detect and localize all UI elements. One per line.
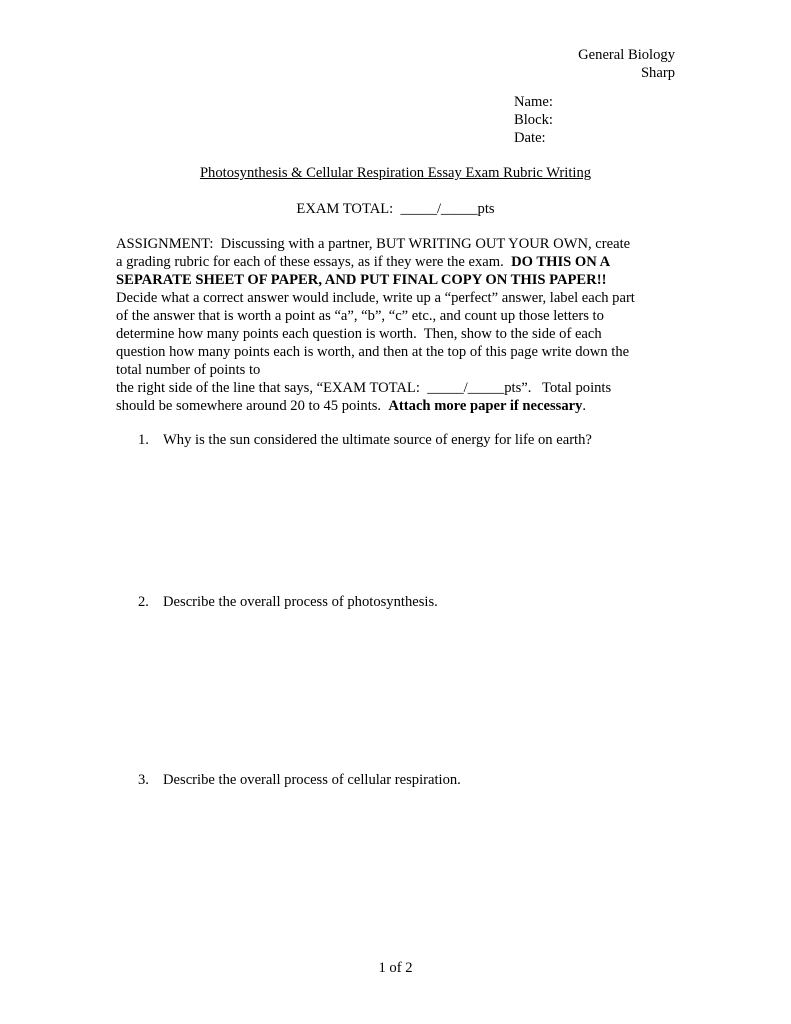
teacher-name: Sharp [640, 65, 675, 81]
exam-total-text: EXAM TOTAL: _____/_____pts [296, 201, 495, 217]
assignment-text: a grading rubric for each of these essays, as if they were the exam. [116, 254, 512, 270]
assignment-emphasis: Attach more paper if necessary [388, 398, 583, 414]
assignment-line: ASSIGNMENT: Discussing with a partner, BUT WRITING OUT YOUR OWN, create [116, 236, 631, 252]
assignment-instructions [116, 235, 676, 415]
question-item [138, 593, 678, 611]
exam-total-line [0, 200, 791, 218]
assignment-line: determine how many points each question is worth. Then, show to the side of each [116, 326, 602, 342]
question-item [138, 771, 678, 789]
page-number: 1 of 2 [378, 960, 413, 976]
assignment-text: should be somewhere around 20 to 45 points. [116, 398, 389, 414]
question-number: 2. [138, 594, 149, 610]
assignment-line [116, 271, 676, 289]
course-name: General Biology [578, 47, 675, 63]
document-title: Photosynthesis & Cellular Respiration Essay Exam Rubric Writing [199, 165, 592, 181]
question-text: Describe the overall process of photosynthesis. [163, 594, 438, 610]
question-text: Why is the sun considered the ultimate source of energy for life on earth? [163, 432, 592, 448]
assignment-line: of the answer that is worth a point as “a”, “b”, “c” etc., and count up those letters to [116, 308, 604, 324]
assignment-line: Decide what a correct answer would include, write up a “perfect” answer, label each part [116, 290, 635, 306]
question-number: 3. [138, 772, 149, 788]
question-item [138, 431, 678, 449]
assignment-line: total number of points to [116, 362, 261, 378]
assignment-text: . [582, 398, 587, 414]
question-number: 1. [138, 432, 149, 448]
assignment-emphasis: SEPARATE SHEET OF PAPER, AND PUT FINAL COPY ON THIS PAPER!! [116, 272, 607, 288]
assignment-emphasis: DO THIS ON A [511, 254, 611, 270]
course-header [578, 46, 675, 82]
student-info-fields [514, 93, 553, 147]
question-text: Describe the overall process of cellular respiration. [163, 772, 461, 788]
assignment-line: the right side of the line that says, “EXAM TOTAL: _____/_____pts”. Total points [116, 380, 612, 396]
assignment-line [116, 397, 676, 415]
block-label: Block: [514, 112, 553, 128]
name-label: Name: [514, 94, 553, 110]
assignment-line [116, 253, 676, 271]
assignment-line: question how many points each is worth, and then at the top of this page write down the [116, 344, 630, 360]
date-label: Date: [514, 130, 546, 146]
